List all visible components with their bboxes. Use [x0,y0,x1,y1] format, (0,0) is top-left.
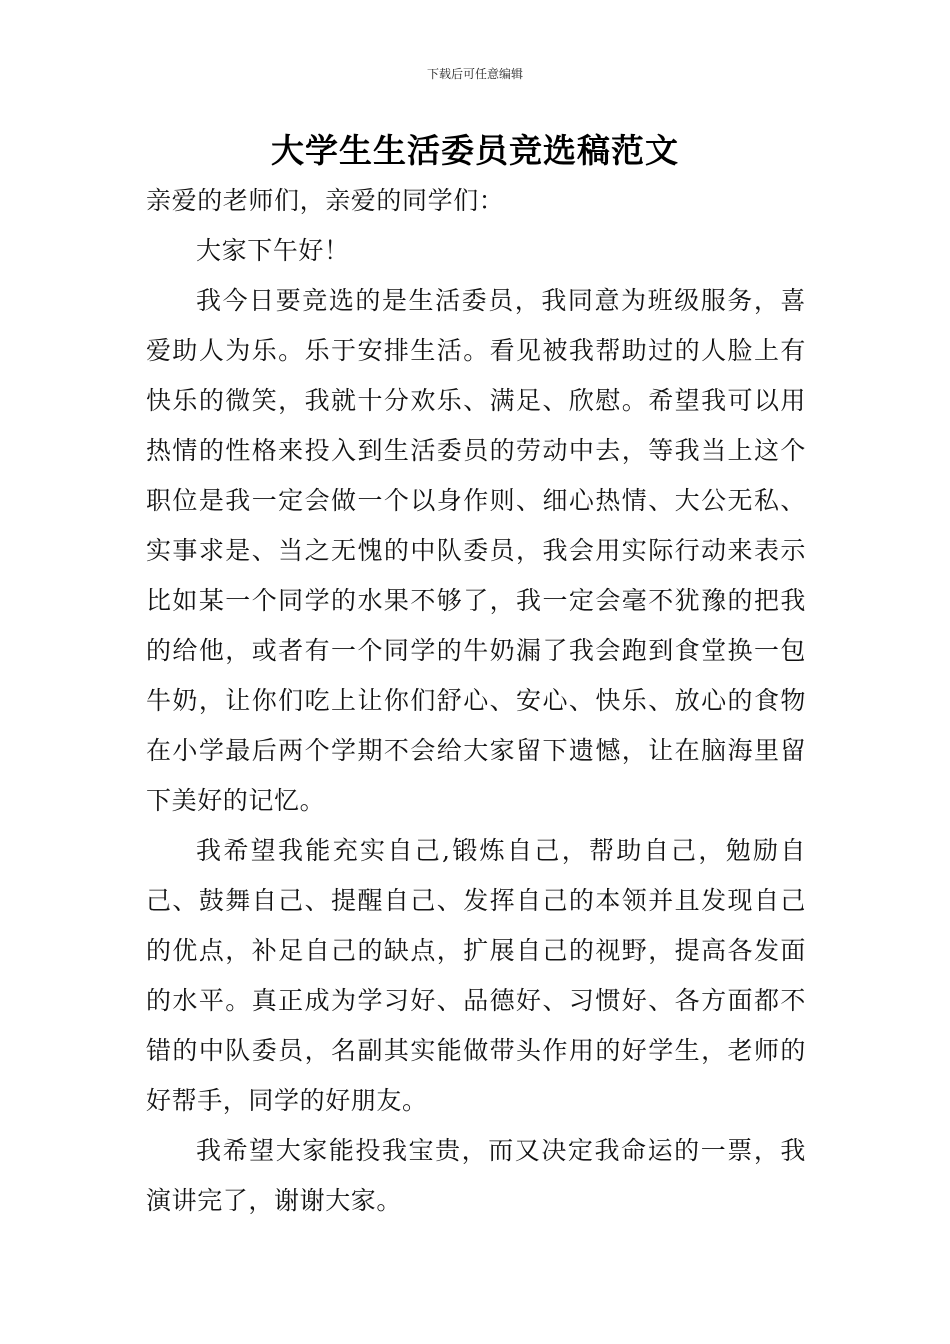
paragraph-1: 我今日要竞选的是生活委员，我同意为班级服务，喜爱助人为乐。乐于安排生活。看见被我帮助过的人脸上有快乐的微笑，我就十分欢乐、满足、欣慰。希望我可以用热情的性格来投入到生活委员的劳动中去，等我当上这个职位是我一定会做一个以身作则、细心热情、大公无私、实事求是、当之无愧的中队委员，我会用实际行动来表示比如某一个同学的水果不够了，我一定会毫不犹豫的把我的给他，或者有一个同学的牛奶漏了我会跑到食堂换一包牛奶，让你们吃上让你们舒心、安心、快乐、放心的食物在小学最后两个学期不会给大家留下遗憾，让在脑海里留下美好的记忆。 [146,286,806,815]
greeting: 大家下午好！ [196,236,350,265]
document-title: 大学生生活委员竞选稿范文 [271,131,679,170]
document-body [146,176,806,1226]
salutation: 亲爱的老师们，亲爱的同学们： [146,186,505,215]
paragraph-2: 我希望我能充实自己,锻炼自己，帮助自己，勉励自己、鼓舞自己、提醒自己、发挥自己的本领并且发现自己的优点，补足自己的缺点，扩展自己的视野，提高各发面的水平。真正成为学习好、品德好、习惯好、各方面都不错的中队委员，名副其实能做带头作用的好学生，老师的好帮手，同学的好朋友。 [146,836,806,1115]
header-note: 下载后可任意编辑 [426,67,523,81]
paragraph-3: 我希望大家能投我宝贵，而又决定我命运的一票，我演讲完了，谢谢大家。 [146,1136,806,1215]
